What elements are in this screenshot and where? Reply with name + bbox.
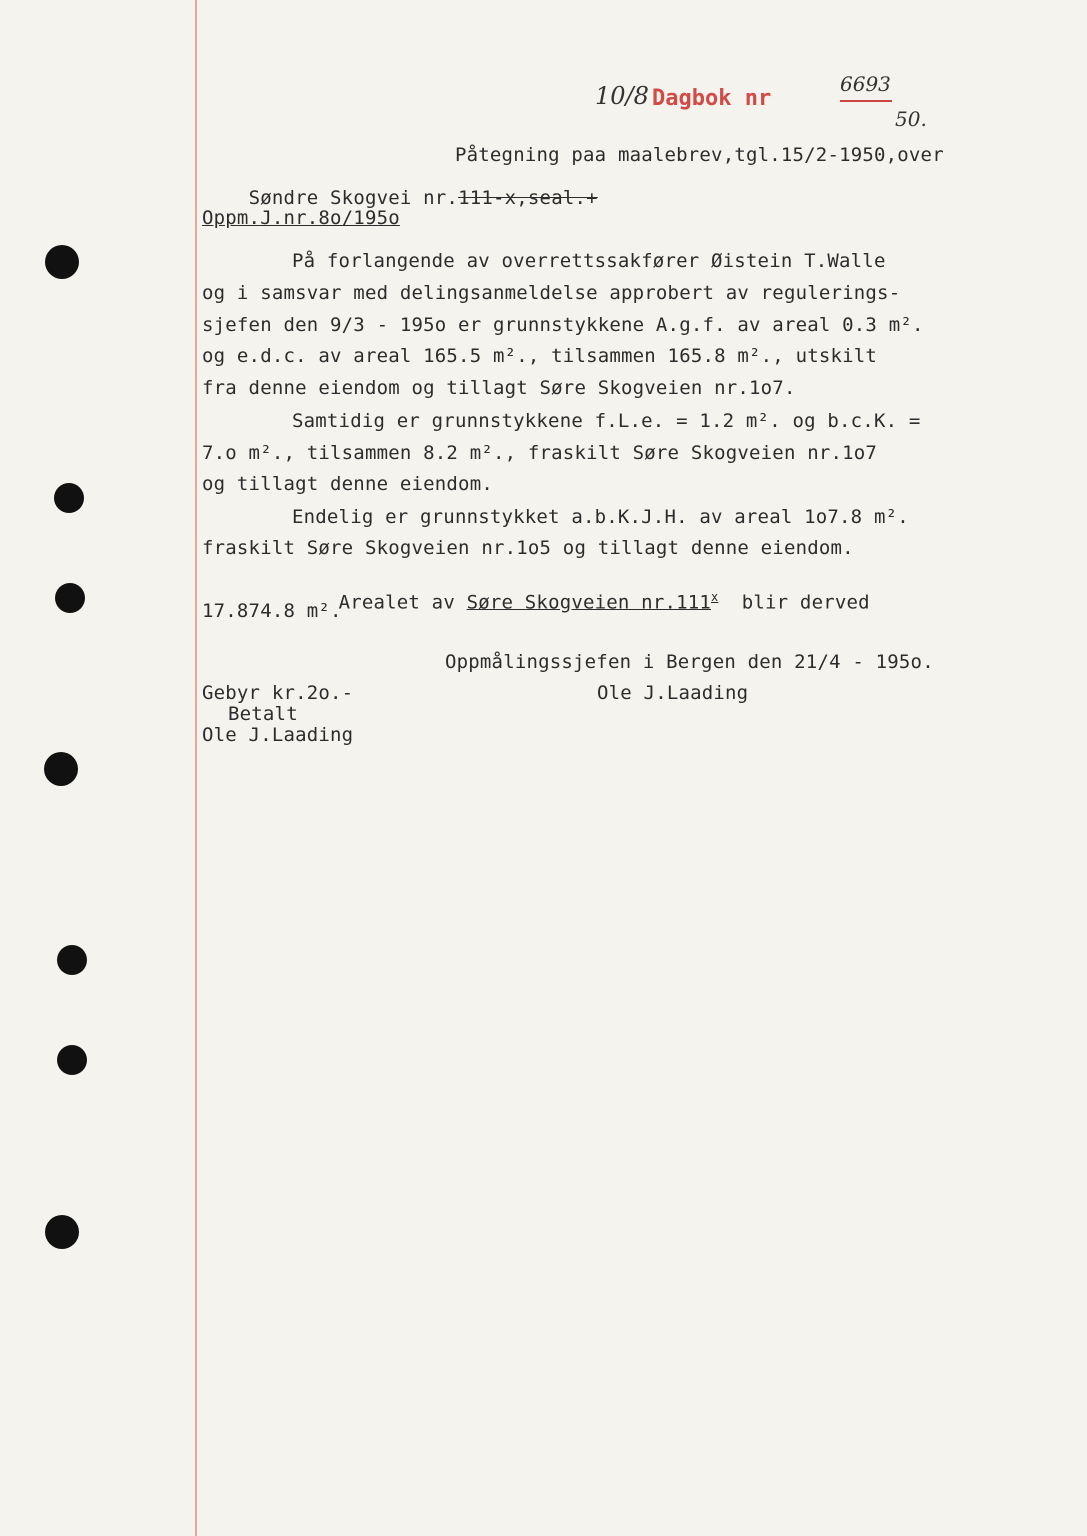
total-area: 17.874.8 m². [202, 600, 342, 622]
fee-line: Gebyr kr.2o.- [202, 682, 354, 704]
punch-hole [57, 1045, 87, 1075]
area-prefix: Arealet av [338, 591, 467, 614]
punch-hole [54, 483, 84, 513]
reference-number: Oppm.J.nr.8o/195o [202, 207, 400, 229]
area-suffix: blir derved [718, 591, 870, 614]
punch-hole [55, 583, 85, 613]
punch-hole [45, 1215, 79, 1249]
body-line: fra denne eiendom og tillagt Søre Skogveien nr.1o7. [202, 377, 796, 399]
body-line: Samtidig er grunnstykkene f.L.e. = 1.2 m². og b.c.K. = [292, 410, 921, 432]
body-line: og i samsvar med delingsanmeldelse approbert av regulerings- [202, 282, 901, 304]
handwritten-year: 50. [895, 107, 927, 131]
body-line: 7.o m²., tilsammen 8.2 m²., fraskilt Søre Skogveien nr.1o7 [202, 442, 878, 464]
signature-place-date: Oppmålingssjefen i Bergen den 21/4 - 195o. [445, 651, 934, 673]
fee-paid: Betalt [228, 703, 298, 725]
body-line: og e.d.c. av areal 165.5 m²., tilsammen 165.8 m²., utskilt [202, 345, 878, 367]
punch-hole [44, 752, 78, 786]
body-line: Endelig er grunnstykket a.b.K.J.H. av areal 1o7.8 m². [292, 506, 909, 528]
punch-hole [57, 945, 87, 975]
body-line: sjefen den 9/3 - 195o er grunnstykkene A.g.f. av areal 0.3 m². [202, 314, 924, 336]
handwritten-entry-number: 6693 [840, 72, 891, 96]
area-line [292, 568, 870, 635]
stamp-underline [840, 100, 892, 102]
title-line: Påtegning paa maalebrev,tgl.15/2-1950,over [455, 144, 944, 166]
title-line-2-prefix: Søndre Skogvei nr. [248, 187, 459, 209]
margin-line [195, 0, 197, 1536]
signature-name: Ole J.Laading [597, 682, 749, 704]
body-line: fraskilt Søre Skogveien nr.1o5 og tillagt denne eiendom. [202, 537, 854, 559]
property-name: Søre Skogveien nr.111 [466, 591, 712, 614]
struck-text: 111-x,seal.+ [458, 187, 598, 209]
body-line: og tillagt denne eiendom. [202, 473, 493, 495]
punch-hole [45, 245, 79, 279]
handwritten-date: 10/8 [595, 82, 649, 110]
body-line: På forlangende av overrettssakfører Øistein T.Walle [292, 250, 886, 272]
fee-signature: Ole J.Laading [202, 724, 354, 746]
dagbok-stamp: Dagbok nr [652, 86, 772, 111]
property-superscript: x [711, 590, 719, 604]
